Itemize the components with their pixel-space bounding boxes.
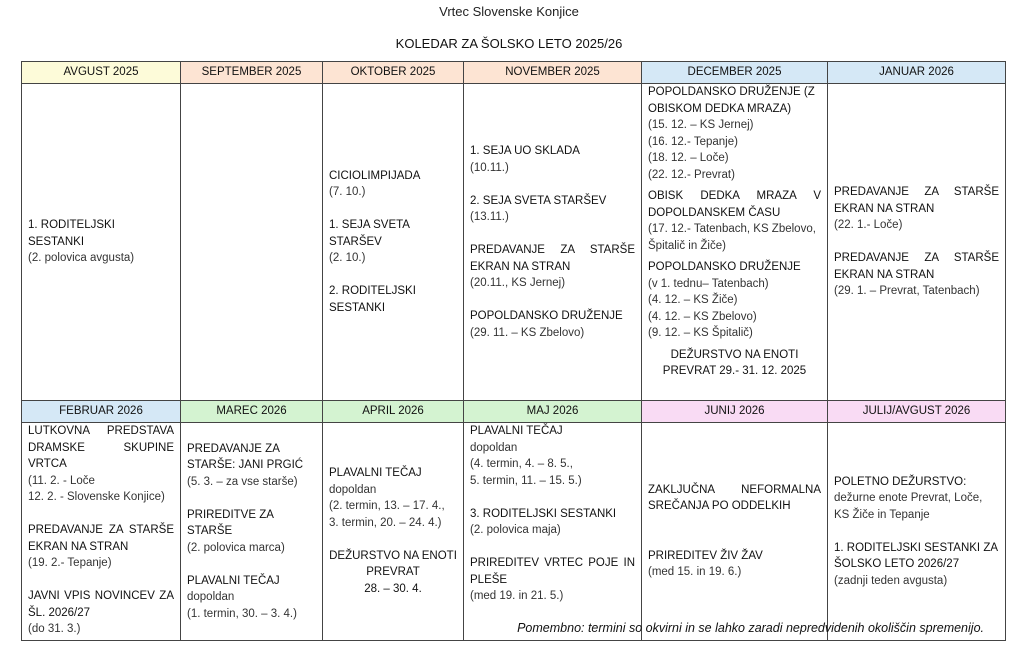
- event-detail: (22. 12.- Prevrat): [648, 168, 735, 181]
- event: [187, 573, 316, 623]
- event-detail: (9. 12. – KS Špitalič): [648, 327, 753, 339]
- event-title: PRIREDITEV VRTEC POJE IN PLEŠE: [470, 557, 635, 586]
- event: [329, 217, 457, 267]
- event-title: PLAVALNI TEČAJ: [329, 467, 422, 480]
- month-header: JULIJ/AVGUST 2026: [828, 401, 1006, 423]
- month-header: FEBRUAR 2026: [22, 401, 181, 423]
- event: [28, 217, 174, 267]
- cell-februar-2026: [22, 423, 181, 641]
- event-title: PREDAVANJE ZA STARŠE EKRAN NA STRAN: [470, 244, 635, 273]
- event-title: 3. RODITELJSKI SESTANKI: [470, 507, 617, 520]
- event-detail: (19. 2.- Tepanje): [28, 557, 112, 569]
- month-header: DECEMBER 2025: [642, 62, 828, 84]
- event: [648, 188, 821, 254]
- event-title: POPOLDANSKO DRUŽENJE: [648, 261, 801, 273]
- event-title: CICIOLIMPIJADA: [329, 169, 421, 182]
- event-detail: (2. 10.): [329, 252, 366, 265]
- event-title: PREDAVANJE ZA STARŠE EKRAN NA STRAN: [834, 186, 999, 215]
- cell-november-2025: [464, 84, 642, 401]
- event-title: PREDAVANJE ZA STARŠE EKRAN NA STRAN: [834, 252, 999, 281]
- event-detail: 5. termin, 11. – 15. 5.): [470, 474, 582, 487]
- event-detail: (4. termin, 4. – 8. 5.,: [470, 458, 573, 470]
- event-detail: (7. 10.): [329, 186, 366, 199]
- event-title: LUTKOVNA PREDSTAVA DRAMSKE SKUPINE VRTCA: [28, 425, 174, 470]
- event-detail: (5. 3. – za vse starše): [187, 475, 298, 488]
- event-detail: (15. 12. – KS Jernej): [648, 119, 754, 131]
- event-detail: (10.11.): [470, 161, 509, 174]
- event: [329, 465, 457, 531]
- event-detail: (zadnji teden avgusta): [834, 574, 948, 587]
- event: [648, 482, 821, 515]
- event: [470, 308, 635, 341]
- event-title: 1. SEJA UO SKLADA: [470, 145, 580, 157]
- event: [28, 522, 174, 572]
- month-header: APRIL 2026: [323, 401, 464, 423]
- event-detail: (2. polovica avgusta): [28, 252, 135, 265]
- event: [834, 250, 999, 300]
- event-detail: (22. 1.- Loče): [834, 219, 903, 232]
- month-header: JANUAR 2026: [828, 62, 1006, 84]
- event-title: PRIREDITVE ZA STARŠE: [187, 508, 274, 537]
- event: [28, 588, 174, 638]
- event: [187, 507, 316, 557]
- cell-januar-2026: [828, 84, 1006, 401]
- event-title: DEŽURSTVO NA ENOTI PREVRAT: [329, 549, 457, 579]
- event: [648, 259, 821, 342]
- event-title: 2. RODITELJSKI SESTANKI: [329, 285, 416, 314]
- events-row-1: [22, 84, 1006, 401]
- event-title: OBISK DEDKA MRAZA V DOPOLDANSKEM ČASU: [648, 190, 821, 219]
- event-detail: (13.11.): [470, 211, 509, 223]
- document-title: KOLEDAR ZA ŠOLSKO LETO 2025/26: [395, 36, 623, 51]
- event-detail: (16. 12.- Tepanje): [648, 135, 738, 148]
- event-title: PLAVALNI TEČAJ: [470, 425, 563, 437]
- cell-julij-avgust-2026: [828, 423, 1006, 641]
- event-detail: (2. polovica marca): [187, 541, 285, 554]
- event: [470, 506, 635, 539]
- footer-note: Pomembno: termini so okvirni in se lahko zaradi nepredvidenih okoliščin spremenijo.: [517, 621, 984, 635]
- cell-junij-2026: [642, 423, 828, 641]
- event-detail: 12. 2. - Slovenske Konjice): [28, 491, 165, 503]
- cell-december-2025: [642, 84, 828, 401]
- event: [329, 548, 457, 598]
- event-detail: (4. 12. – KS Zbelovo): [648, 310, 757, 323]
- month-header-row-1: [22, 62, 1006, 84]
- event-title: 2. SEJA SVETA STARŠEV: [470, 194, 607, 207]
- event: [470, 193, 635, 226]
- event-title: JAVNI VPIS NOVINCEV ZA ŠL. 2026/27: [28, 590, 174, 619]
- event-detail: (29. 11. – KS Zbelovo): [470, 326, 585, 339]
- month-header: MAREC 2026: [181, 401, 323, 423]
- event-detail: (v 1. tednu– Tatenbach): [648, 277, 769, 290]
- calendar-table: [21, 61, 1006, 641]
- event: [834, 474, 999, 524]
- cell-marec-2026: [181, 423, 323, 641]
- event-detail: (17. 12.- Tatenbach, KS Zbelovo, Špitalič in Žiče): [648, 223, 816, 252]
- month-header: SEPTEMBER 2025: [181, 62, 323, 84]
- month-header: MAJ 2026: [464, 401, 642, 423]
- event-title: 1. SEJA SVETA STARŠEV: [329, 219, 410, 248]
- event-title: DEŽURSTVO NA ENOTI PREVRAT 29.- 31. 12. 2025: [662, 348, 807, 377]
- event-detail: (2. polovica maja): [470, 524, 561, 536]
- month-header: AVGUST 2025: [22, 62, 181, 84]
- organization-name: Vrtec Slovenske Konjice: [439, 4, 579, 19]
- event: [834, 184, 999, 234]
- event: [329, 283, 457, 316]
- event: [648, 347, 821, 380]
- event-detail: (med 19. in 21. 5.): [470, 590, 564, 602]
- cell-april-2026: [323, 423, 464, 641]
- event-detail: dopoldan: [470, 441, 518, 454]
- event: [648, 84, 821, 183]
- event-title: PRIREDITEV ŽIV ŽAV: [648, 549, 763, 562]
- event-title: POPOLDANSKO DRUŽENJE: [470, 310, 623, 322]
- event-detail: (do 31. 3.): [28, 623, 81, 635]
- event-title: PREDAVANJE ZA STARŠE EKRAN NA STRAN: [28, 524, 174, 553]
- event-detail: dopoldan: [329, 483, 377, 496]
- month-header: OKTOBER 2025: [323, 62, 464, 84]
- event-detail: (29. 1. – Prevrat, Tatenbach): [834, 285, 980, 298]
- event: [28, 423, 174, 506]
- event: [834, 540, 999, 590]
- event: [648, 548, 821, 581]
- cell-maj-2026: [464, 423, 642, 641]
- event: [470, 423, 635, 489]
- month-header: NOVEMBER 2025: [464, 62, 642, 84]
- month-header-row-2: [22, 401, 1006, 423]
- month-header: JUNIJ 2026: [642, 401, 828, 423]
- event-detail: dežurne enote Prevrat, Loče, KS Žiče in Tepanje: [834, 492, 983, 521]
- event-detail: (4. 12. – KS Žiče): [648, 294, 738, 306]
- event: [329, 168, 457, 201]
- event-detail: (11. 2. - Loče: [28, 474, 95, 487]
- event-detail: (1. termin, 30. – 3. 4.): [187, 607, 297, 620]
- cell-september-2025: [181, 84, 323, 401]
- event: [187, 441, 316, 491]
- event-title: PLAVALNI TEČAJ: [187, 574, 280, 587]
- event: [470, 143, 635, 176]
- cell-oktober-2025: [323, 84, 464, 401]
- event-title: PREDAVANJE ZA STARŠE: JANI PRGIĆ: [187, 442, 304, 471]
- event-title: ZAKLJUČNA NEFORMALNA SREČANJA PO ODDELKIH: [648, 483, 821, 513]
- event-title: 1. RODITELJSKI SESTANKI ZA ŠOLSKO LETO 2026/27: [834, 541, 998, 570]
- event-title: 1. RODITELJSKI SESTANKI: [28, 219, 115, 248]
- event-detail: dopoldan: [187, 591, 235, 603]
- event: [470, 242, 635, 292]
- event-detail: 28. – 30. 4.: [364, 582, 422, 595]
- event-detail: (20.11., KS Jernej): [470, 277, 566, 289]
- event-detail: (2. termin, 13. – 17. 4.,: [329, 500, 445, 513]
- event-detail: (med 15. in 19. 6.): [648, 566, 742, 579]
- event-title: POPOLDANSKO DRUŽENJE (Z OBISKOM DEDKA MRAZA): [648, 86, 815, 115]
- event-detail: (18. 12. – Loče): [648, 152, 729, 164]
- event: [470, 555, 635, 605]
- event-title: POLETNO DEŽURSTVO:: [834, 475, 967, 488]
- event-detail: 3. termin, 20. – 24. 4.): [329, 516, 442, 529]
- events-row-2: [22, 423, 1006, 641]
- cell-avgust-2025: [22, 84, 181, 401]
